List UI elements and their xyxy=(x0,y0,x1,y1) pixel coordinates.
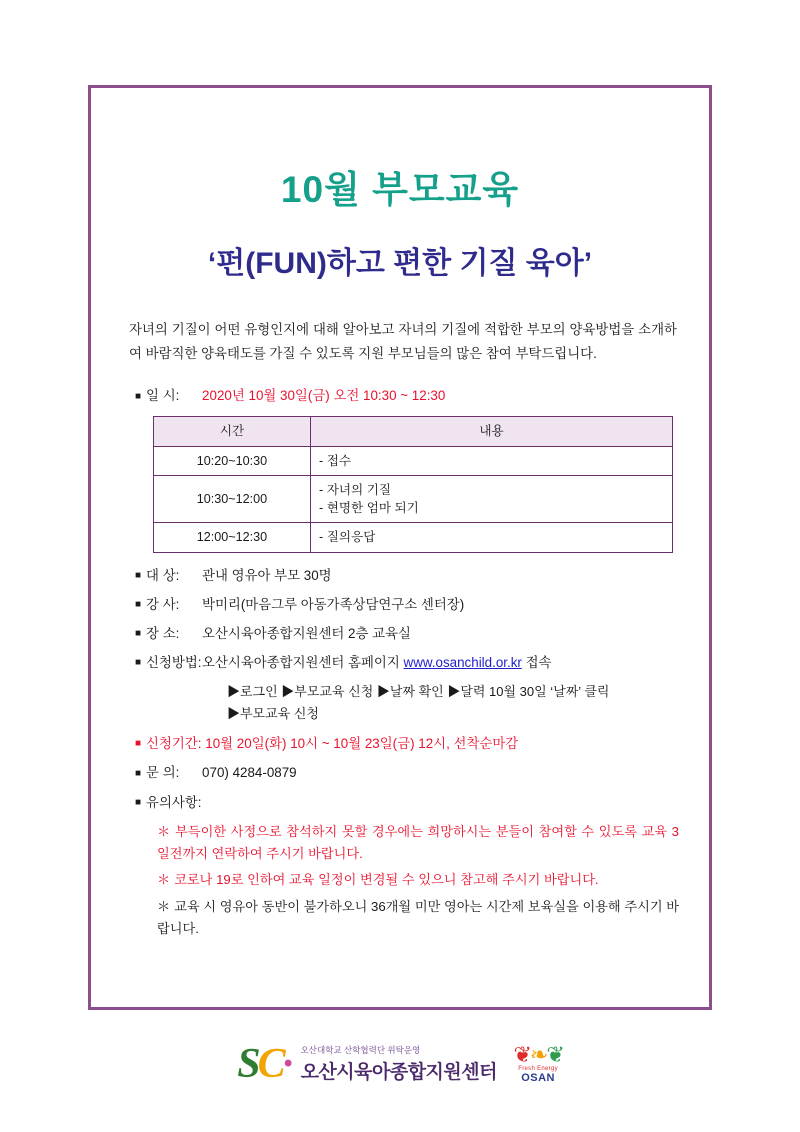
cell-time: 10:30~12:00 xyxy=(154,475,311,523)
field-contact xyxy=(135,762,683,784)
bullet-square-icon: ■ xyxy=(135,738,142,750)
apply-website-link[interactable]: www.osanchild.or.kr xyxy=(403,654,522,670)
cell-content: - 질의응답 xyxy=(311,523,673,552)
sc-logo-icon: SC· xyxy=(237,1041,291,1087)
poster-inner xyxy=(91,168,709,941)
field-date-value: 2020년 10월 30일(금) 오전 10:30 ~ 12:30 xyxy=(202,388,446,404)
table-header-time: 시간 xyxy=(154,417,311,446)
table-header-row xyxy=(154,417,673,446)
field-target xyxy=(135,565,683,587)
field-lecturer-value: 박미리(마음그루 아동가족상담연구소 센터장) xyxy=(202,596,465,612)
field-place-label: 장 소: xyxy=(146,625,180,641)
bullet-square-icon: ■ xyxy=(135,569,142,581)
bullet-square-icon: ■ xyxy=(135,598,142,610)
osan-city-logo xyxy=(513,1044,562,1084)
footer xyxy=(0,1040,800,1096)
field-place-value: 오산시육아종합지원센터 2층 교육실 xyxy=(202,625,411,641)
field-period-label: 신청기간: xyxy=(146,736,202,752)
detail-list xyxy=(117,385,683,941)
asterisk-icon: ＊ xyxy=(157,823,172,839)
osan-glyph-icon: ❦❧❦ xyxy=(513,1042,563,1067)
table-header-content: 내용 xyxy=(311,417,673,446)
asterisk-icon: ＊ xyxy=(157,872,171,888)
asterisk-icon: ＊ xyxy=(157,898,171,914)
poster-frame xyxy=(88,85,712,1010)
table-row xyxy=(154,523,673,552)
organization-logo xyxy=(237,1040,563,1096)
osan-name: OSAN xyxy=(521,1072,555,1084)
field-apply-value-post: 접속 xyxy=(521,654,552,670)
field-contact-value: 070) 4284-0879 xyxy=(202,765,297,781)
cell-time: 12:00~12:30 xyxy=(154,523,311,552)
bullet-square-icon: ■ xyxy=(135,796,142,808)
notice-item xyxy=(157,869,683,891)
notice-item xyxy=(157,821,683,866)
field-lecturer-label: 강 사: xyxy=(146,596,180,612)
cell-content-line: - 자녀의 기질 xyxy=(319,482,392,497)
field-notice-label: 유의사항: xyxy=(146,794,202,810)
osan-tagline: Fresh Energy xyxy=(518,1066,558,1072)
table-row xyxy=(154,475,673,523)
apply-steps-line-2: ▶부모교육 신청 xyxy=(227,706,319,722)
page-title: 10월 부모교육 xyxy=(280,169,520,210)
field-contact-label: 문 의: xyxy=(146,765,180,781)
notice-item-text: 교육 시 영유아 동반이 불가하오니 36개월 미만 영아는 시간제 보육실을 이용해 주시기 바랍니다. xyxy=(157,898,679,937)
field-apply-label: 신청방법: xyxy=(146,654,202,670)
field-period-text: 10월 20일(화) 10시 ~ 10월 23일(금) 12시, 선착순마감 xyxy=(205,736,519,752)
cell-time: 10:20~10:30 xyxy=(154,446,311,475)
cell-content-line: - 현명한 엄마 되기 xyxy=(319,501,419,516)
cell-content xyxy=(311,475,673,523)
notice-item xyxy=(157,896,683,941)
page-subtitle: ‘펀(FUN)하고 편한 기질 육아’ xyxy=(207,247,593,281)
apply-steps-line-1: ▶로그인 ▶부모교육 신청 ▶날짜 확인 ▶달력 10월 30일 ‘날짜’ 클릭 xyxy=(227,684,610,700)
bullet-square-icon: ■ xyxy=(135,657,142,669)
notice-item-text: 코로나 19로 인하여 교육 일정이 변경될 수 있으니 참고해 주시기 바랍니다. xyxy=(174,872,599,888)
logo-subtitle: 오산대학교 산학협력단 위탁운영 xyxy=(300,1045,421,1055)
field-target-label: 대 상: xyxy=(146,567,180,583)
field-apply-method xyxy=(135,652,683,674)
bullet-square-icon: ■ xyxy=(135,390,142,402)
cell-content: - 접수 xyxy=(311,446,673,475)
intro-paragraph: 자녀의 기질이 어떤 유형인지에 대해 알아보고 자녀의 기질에 적합한 부모의 양육방법을 소개하여 바람직한 양육태도를 가질 수 있도록 지원 부모님들의 많은 참여 부탁드립니다. xyxy=(129,322,677,361)
logo-title: 오산시육아종합지원센터 xyxy=(300,1062,497,1083)
field-lecturer xyxy=(135,594,683,616)
field-place xyxy=(135,623,683,645)
table-row xyxy=(154,446,673,475)
field-period xyxy=(135,733,683,755)
notice-list xyxy=(157,821,683,941)
field-notice xyxy=(135,792,683,814)
field-apply-value-pre: 오산시육아종합지원센터 홈페이지 xyxy=(202,654,404,670)
bullet-square-icon: ■ xyxy=(135,628,142,640)
schedule-table xyxy=(153,416,673,552)
bullet-square-icon: ■ xyxy=(135,767,142,779)
notice-item-text: 부득이한 사정으로 참석하지 못할 경우에는 희망하시는 분들이 참여할 수 있도록 교육 3일전까지 연락하여 주시기 바랍니다. xyxy=(157,823,679,862)
field-target-value: 관내 영유아 부모 30명 xyxy=(202,567,332,583)
field-date-label: 일 시: xyxy=(146,388,180,404)
logo-text-block xyxy=(301,1044,497,1084)
field-date xyxy=(135,385,683,407)
